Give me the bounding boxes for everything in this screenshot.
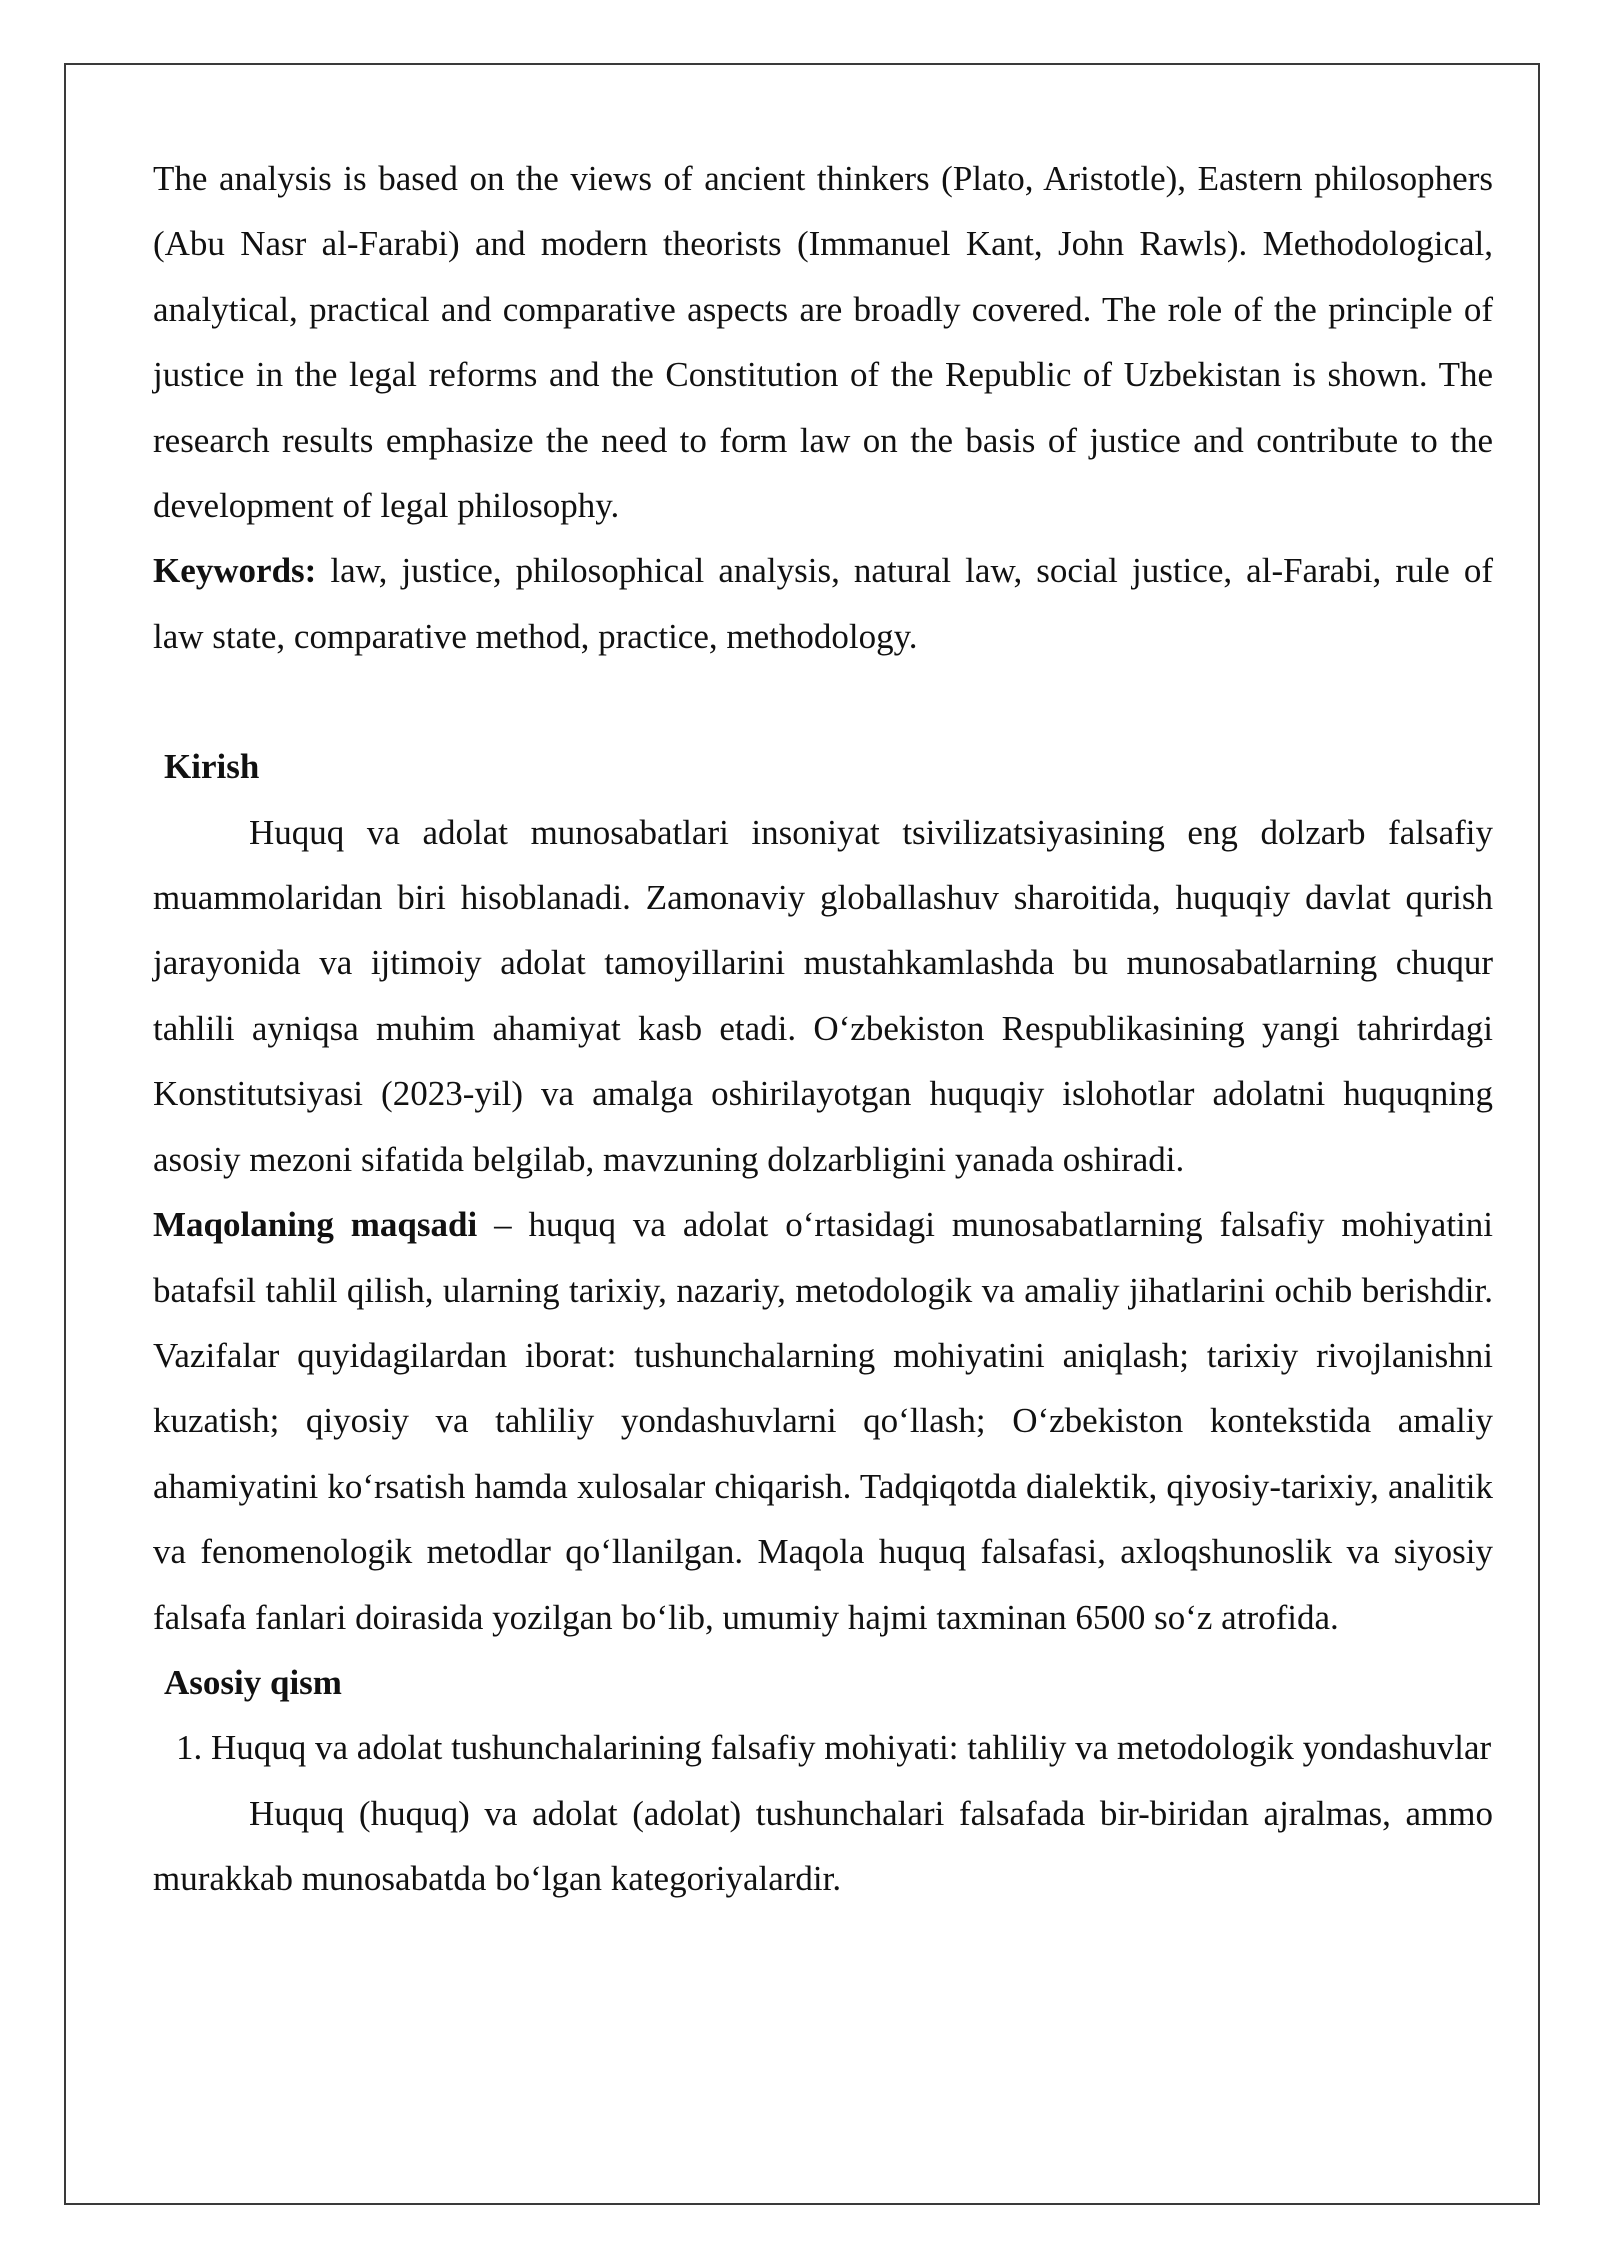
section-gap [153, 669, 1493, 734]
keywords-paragraph [153, 538, 1493, 669]
purpose-paragraph [153, 1192, 1493, 1650]
document-body [153, 146, 1493, 1912]
section-1-paragraph: Huquq (huquq) va adolat (adolat) tushunchalari falsafada bir-biridan ajralmas, ammo murakkab munosabatda bo‘lgan kategoriyalardir. [153, 1793, 1493, 1899]
abstract-paragraph: The analysis is based on the views of ancient thinkers (Plato, Aristotle), Eastern philosophers (Abu Nasr al-Farabi) and modern theorists (Immanuel Kant, John Rawls). Methodological, analytical, practical and comparative aspects are broadly covered. The role of the principle of justice in the legal reforms and the Constitution of the Republic of Uzbekistan is shown. The research results emphasize the need to form law on the basis of justice and contribute to the development of legal philosophy. [153, 159, 1493, 526]
section-number: 1. [176, 1728, 203, 1768]
intro-heading: Kirish [164, 747, 260, 787]
purpose-label: Maqolaning maqsadi [153, 1205, 478, 1245]
intro-paragraph: Huquq va adolat munosabatlari insoniyat tsivilizatsiyasining eng dolzarb falsafiy muammolaridan biri hisoblanadi. Zamonaviy globallashuv sharoitida, huquqiy davlat qurish jarayonida va ijtimoiy adolat tamoyillarini mustahkamlashda bu munosabatlarning chuqur tahlili ayniqsa muhim ahamiyat kasb etadi. O‘zbekiston Respublikasining yangi tahrirdagi Konstitutsiyasi (2023-yil) va amalga oshirilayotgan huquqiy islohotlar adolatni huquqning asosiy mezoni sifatida belgilab, mavzuning dolzarbligini yanada oshiradi. [153, 812, 1493, 1179]
keywords-text: law, justice, philosophical analysis, natural law, social justice, al-Farabi, rule of law state, comparative method, practice, methodology. [153, 551, 1493, 656]
section-1-title [153, 1715, 1493, 1780]
main-heading: Asosiy qism [164, 1662, 342, 1702]
section-title-text: Huquq va adolat tushunchalarining falsafiy mohiyati: tahliliy va metodologik yondashuvlar [202, 1728, 1492, 1768]
purpose-text: – huquq va adolat o‘rtasidagi munosabatlarning falsafiy mohiyatini batafsil tahlil qilish, ularning tarixiy, nazariy, metodologik va amaliy jihatlarini ochib berishdir. Vazifalar quyidagilardan iborat: tushunchalarning mohiyatini aniqlash; tarixiy rivojlanishni kuzatish; qiyosiy va tahliliy yondashuvlarni qo‘llash; O‘zbekiston kontekstida amaliy ahamiyatini ko‘rsatish hamda xulosalar chiqarish. Tadqiqotda dialektik, qiyosiy-tarixiy, analitik va fenomenologik metodlar qo‘llanilgan. Maqola huquq falsafasi, axloqshunoslik va siyosiy falsafa fanlari doirasida yozilgan bo‘lib, umumiy hajmi taxminan 6500 so‘z atrofida. [153, 1205, 1494, 1637]
keywords-label: Keywords: [153, 551, 317, 591]
